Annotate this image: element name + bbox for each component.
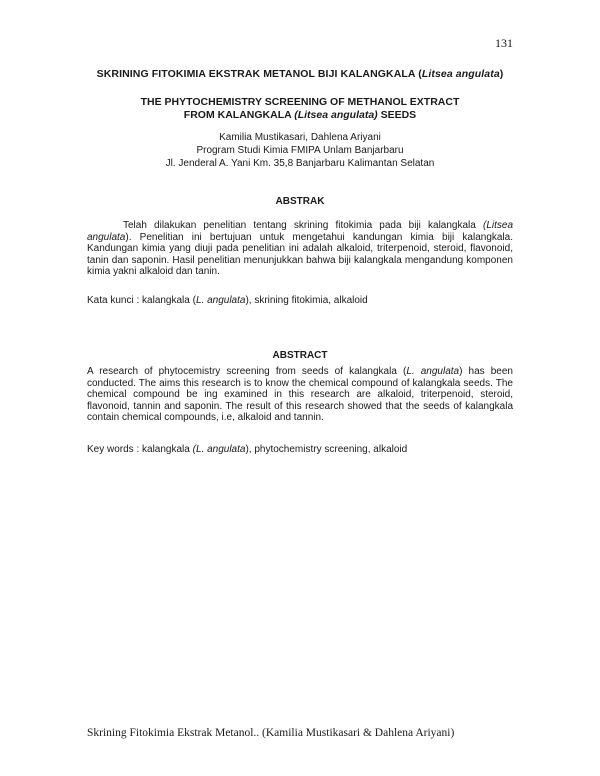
abstract-heading: ABSTRACT — [272, 350, 328, 361]
kata-kunci-prefix: Kata kunci : kalangkala ( — [87, 295, 196, 306]
key-words-prefix: Key words : kalangkala — [87, 444, 193, 455]
title-english-line1: THE PHYTOCHEMISTRY SCREENING OF METHANOL EXTRACT — [140, 96, 460, 108]
title-english — [87, 96, 513, 122]
author-affiliation: Program Studi Kimia FMIPA Unlam Banjarbaru — [196, 145, 404, 156]
abstrak-paragraph — [87, 220, 513, 278]
author-block — [87, 131, 513, 170]
footer-running-title: Skrining Fitokimia Ekstrak Metanol.. (Kamilia Mustikasari & Dahlena Ariyani) — [87, 727, 455, 739]
page-number: 131 — [495, 36, 513, 50]
title-english-line2-suffix: SEEDS — [377, 109, 417, 121]
title-english-species: (Litsea angulata) — [294, 109, 378, 121]
kata-kunci-suffix: ), skrining fitokimia, alkaloid — [245, 295, 368, 306]
abstract-paragraph — [87, 366, 513, 424]
author-names: Kamilia Mustikasari, Dahlena Ariyani — [219, 132, 381, 143]
kata-kunci-species: L. angulata — [195, 295, 246, 306]
abstrak-paragraph-prefix: Telah dilakukan penelitian tentang skrining fitokimia pada biji kalangkala — [123, 220, 483, 231]
abstract-paragraph-suffix: ) has been conducted. The aims this research is to know the chemical compound of kalangkala seeds. The chemical compound be ing examined in this research are alkaloid, triterpenoid, steroid, flavonoid, tannin and saponin. The result of this research showed that the seeds of kalangkala contain chemical compounds, i.e, alkaloid and tannin. — [87, 366, 513, 424]
kata-kunci — [87, 295, 513, 307]
title-english-line2 — [87, 109, 513, 122]
abstrak-paragraph-suffix: ). Penelitian ini bertujuan untuk mengetahui kandungan kimia biji kalangkala. Kandungan kimia yang diuji pada penelitian ini adalah alkaloid, triterpenoid, steroid, flavonoid, tanin dan saponin. Hasil penelitian menunjukkan bahwa biji kalangkala mengandung komponen kimia yakni alkaloid dan tanin. — [87, 231, 513, 278]
key-words-species: (L. angulata — [192, 444, 246, 455]
abstrak-heading: ABSTRAK — [275, 196, 325, 207]
abstract-paragraph-prefix: A research of phytocemistry screening from seeds of kalangkala ( — [87, 366, 407, 377]
author-address: Jl. Jenderal A. Yani Km. 35,8 Banjarbaru Kalimantan Selatan — [165, 158, 435, 169]
title-indonesian-suffix: ) — [499, 68, 504, 80]
title-indonesian — [87, 68, 513, 80]
key-words-suffix: ), phytochemistry screening, alkaloid — [245, 444, 408, 455]
abstract-species: L. angulata — [406, 366, 460, 377]
title-indonesian-species: Litsea angulata — [421, 68, 500, 80]
title-indonesian-prefix: SKRINING FITOKIMIA EKSTRAK METANOL BIJI KALANGKALA ( — [96, 68, 422, 80]
abstrak-species: (Litsea angulata — [87, 220, 513, 243]
title-english-line2-prefix: FROM KALANGKALA — [183, 109, 295, 121]
key-words — [87, 444, 513, 456]
